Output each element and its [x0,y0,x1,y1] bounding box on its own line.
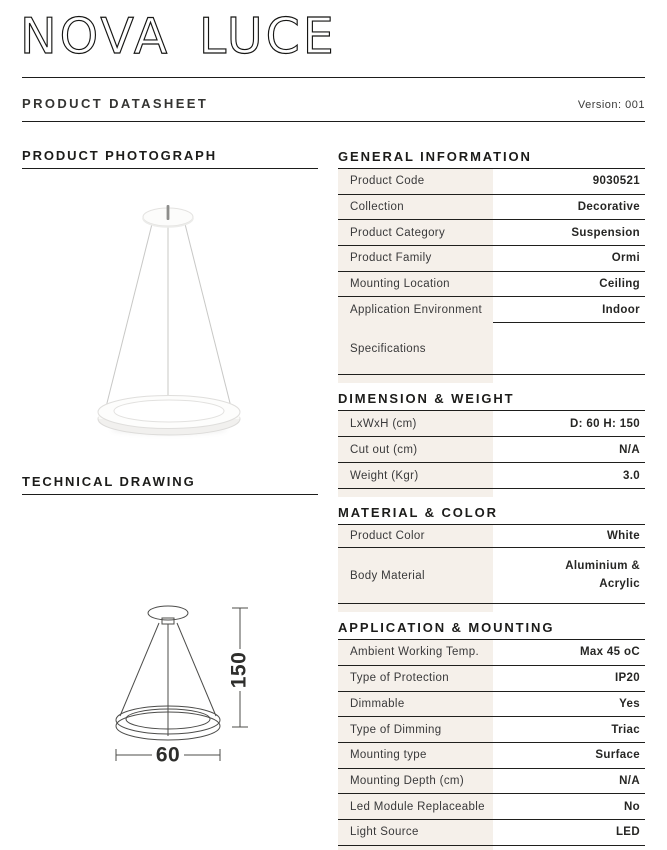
row-label: Product Category [350,226,446,239]
table-row [338,437,645,463]
section-title: GENERAL INFORMATION [338,149,645,169]
row-value: Surface [595,749,640,762]
row-label: Collection [350,201,404,214]
row-value [493,323,645,374]
table-row [338,717,645,743]
drawing-canopy-stem [162,618,174,624]
row-label: Product Color [350,530,425,543]
table-row [338,463,645,489]
spec-table [338,640,645,846]
row-value: Yes [619,697,640,710]
row-label: Body Material [350,569,425,582]
row-label: Specifications [350,342,426,355]
product-photograph [22,178,318,464]
table-row [338,820,645,846]
row-value: 3.0 [622,469,640,482]
row-value: Ceiling [599,278,640,291]
spec-table [338,411,645,489]
row-label: Dimmable [350,697,405,710]
divider-header [22,121,645,122]
section-material-color [338,505,645,604]
table-row [338,769,645,795]
table-row [338,195,645,221]
version-label: Version: 001 [577,99,645,111]
suspension-wire-left [106,224,152,407]
drawing-wire-right [177,623,216,716]
row-value: N/A [619,774,640,787]
section-dimension-weight [338,391,645,489]
row-label: Led Module Replaceable [350,800,485,813]
table-row [338,411,645,437]
diameter-dim-label: 60 [155,743,181,767]
row-label: Type of Dimming [350,723,442,736]
ring-inner-hole [114,400,224,422]
row-value-text: Aluminium & Acrylic [565,560,640,590]
table-row [338,525,645,548]
suspension-wire-right [185,224,231,407]
section-title: APPLICATION & MOUNTING [338,620,645,640]
photo-section-title: PRODUCT PHOTOGRAPH [22,148,318,169]
drawing-wire-left [120,623,159,716]
table-row [338,794,645,820]
row-label: LxWxH (cm) [350,417,417,430]
page-title: PRODUCT DATASHEET [22,96,209,111]
drawing-section-title: TECHNICAL DRAWING [22,474,318,495]
row-label: Type of Protection [350,672,449,685]
row-label: Product Family [350,252,432,265]
divider-top [22,77,645,78]
row-label: Mounting type [350,749,427,762]
cable-gripper [167,205,170,220]
row-value: Triac [611,723,640,736]
row-label: Mounting Location [350,278,450,291]
section-general-information [338,149,645,375]
row-label: Weight (Kgr) [350,469,419,482]
table-row [338,246,645,272]
row-value: LED [615,826,640,839]
row-value: Ormi [611,252,640,265]
height-dim-label: 150 [227,651,251,689]
spec-table [338,525,645,604]
table-row [338,272,645,298]
row-label: Ambient Working Temp. [350,646,480,659]
table-row [338,692,645,718]
row-value: IP20 [614,672,640,685]
row-value: N/A [619,443,640,456]
table-row [338,640,645,666]
row-value: Max 45 oC [579,646,640,659]
row-label: Light Source [350,826,419,839]
table-row [338,169,645,195]
brand-logo: NOVA LUCE [20,8,337,65]
row-value: D: 60 H: 150 [569,417,640,430]
row-value: 9030521 [592,175,640,188]
table-row [338,743,645,769]
row-value [493,548,645,603]
table-row [338,323,645,375]
row-label: Application Environment [350,304,483,317]
row-label: Product Code [350,175,425,188]
row-label: Cut out (cm) [350,443,418,456]
row-value: No [623,800,640,813]
row-value: Indoor [493,297,645,323]
section-title: DIMENSION & WEIGHT [338,391,645,411]
table-row [338,548,645,604]
row-label: Mounting Depth (cm) [350,774,465,787]
table-row [338,666,645,692]
table-row [338,220,645,246]
row-value: Decorative [577,201,640,214]
spec-column [338,149,645,846]
row-value: Suspension [571,226,640,239]
spec-table [338,169,645,375]
technical-drawing [22,550,318,810]
section-title: MATERIAL & COLOR [338,505,645,525]
table-row [338,297,645,323]
section-application-mounting [338,620,645,846]
row-value: White [606,530,640,543]
